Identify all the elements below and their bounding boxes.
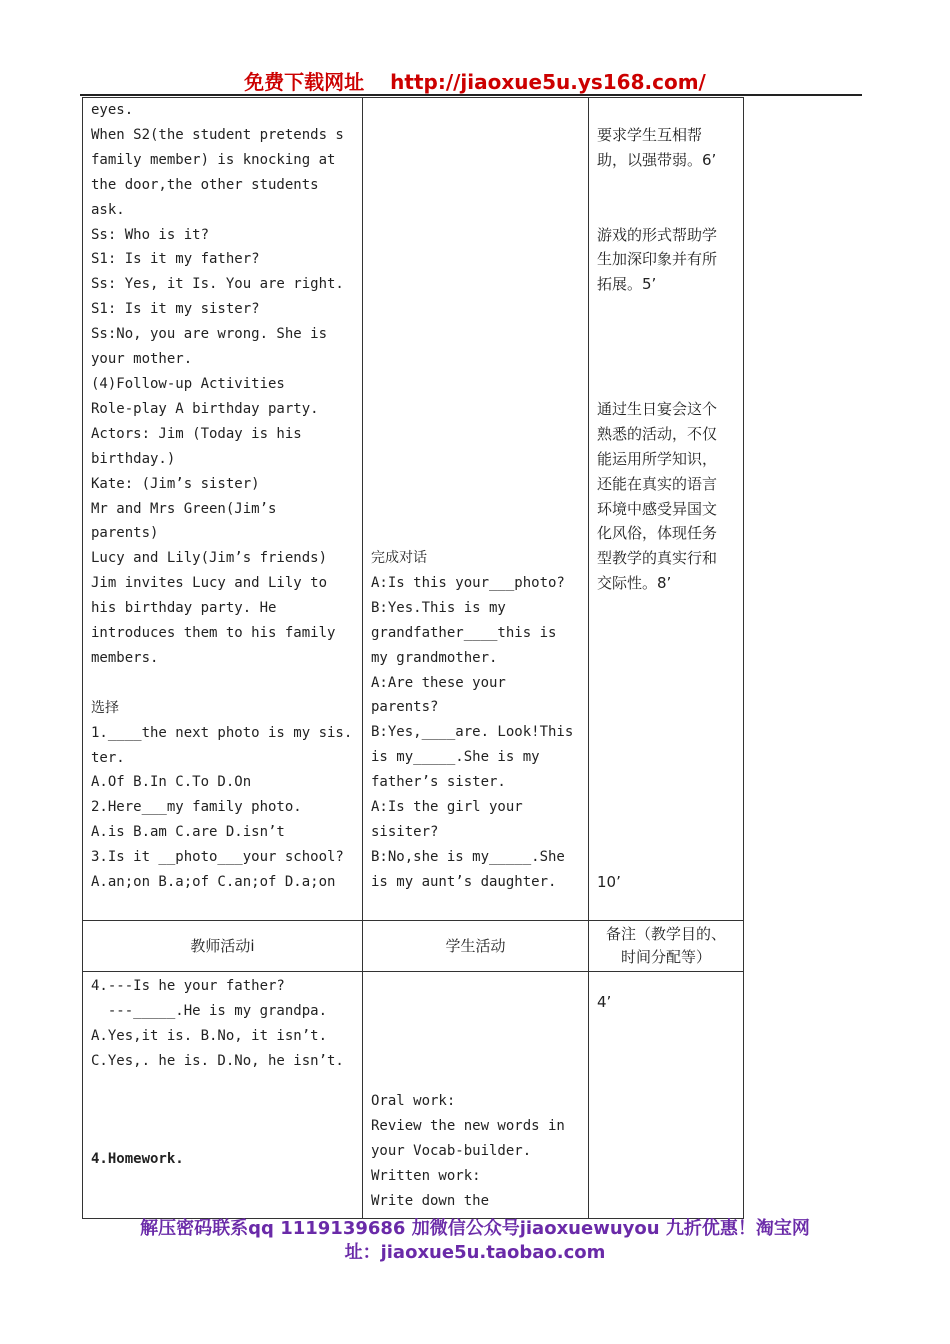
text-line: A:Are these your (371, 674, 506, 691)
teacher-activity-cell (83, 98, 363, 921)
text-line: your mother. (91, 351, 193, 368)
text-line: is my_____.She is my (371, 749, 540, 766)
text-line: B:Yes,____are. Look!This (371, 724, 574, 741)
notes-text (589, 98, 743, 895)
text-line: B:No,she is my_____.She (371, 848, 565, 865)
text-line: 1.____the next photo is my sis. (91, 724, 353, 741)
text-line (597, 347, 735, 372)
text-line: father’s sister. (371, 774, 506, 791)
text-line: A:Is this your___photo? (371, 574, 565, 591)
text-line (597, 173, 735, 198)
text-line: parents) (91, 525, 159, 542)
text-line (597, 721, 735, 746)
header-student: 学生活动 (445, 936, 506, 955)
text-line: Actors: Jim (Today is his (91, 425, 302, 442)
header-rule (80, 94, 862, 96)
text-line: 游戏的形式帮助学 (597, 225, 718, 244)
text-line: 生加深印象并有所 (597, 250, 718, 269)
text-line: ter. (91, 749, 125, 766)
text-line: Ss: Who is it? (91, 226, 210, 243)
text-line: Kate: (Jim’s sister) (91, 475, 260, 492)
text-line (597, 596, 735, 621)
text-line: 环境中感受异国文 (597, 499, 718, 518)
header-label: 免费下载网址 (244, 70, 365, 94)
text-line (597, 671, 735, 696)
lesson-table (82, 97, 744, 1219)
text-line (597, 696, 735, 721)
header-teacher: 教师活动i (190, 936, 255, 955)
page-footer (0, 1217, 950, 1265)
text-line: Review the new words in (371, 1117, 565, 1134)
text-line: Written work: (371, 1167, 481, 1184)
teacher-activity-text (83, 98, 362, 895)
text-line: 拓展。5’ (597, 275, 657, 294)
text-line: your Vocab-builder. (371, 1142, 532, 1159)
footer-line2: 址：jiaoxue5u.taobao.com (344, 1242, 606, 1263)
teacher-activity-cell-2 (83, 972, 363, 1219)
text-line (597, 621, 735, 646)
text-line (597, 297, 735, 322)
footer-line1: 解压密码联系qq 1119139686 加微信公众号jiaoxuewuyou 九折优惠！淘宝网 (140, 1218, 810, 1239)
text-line: ---_____.He is my grandpa. (91, 1002, 328, 1019)
header-notes-line2: 时间分配等） (620, 948, 711, 966)
text-line: Lucy and Lily(Jim’s friends) (91, 550, 328, 567)
text-line: When S2(the student pretends s (91, 126, 344, 143)
text-line: 2.Here___my family photo. (91, 799, 302, 816)
header-url[interactable]: http://jiaoxue5u.ys168.com/ (390, 70, 706, 94)
student-activity-text-2 (363, 972, 588, 1214)
text-line: is my aunt’s daughter. (371, 873, 557, 890)
header-teacher-cell (83, 921, 363, 972)
text-line: the door,the other students (91, 176, 319, 193)
text-line: S1: Is it my sister? (91, 301, 260, 318)
notes-cell (589, 98, 744, 921)
text-line: Oral work: (371, 1093, 456, 1109)
text-line: (4)Follow-up Activities (91, 375, 285, 392)
text-line: A.an;on B.a;of C.an;of D.a;on (91, 874, 336, 891)
text-line: 熟悉的活动，不仅 (597, 424, 718, 443)
text-line: A.is B.am C.are D.isn’t (91, 824, 285, 841)
text-line: 助，以强带弱。6’ (597, 150, 717, 169)
text-line: 选择 (91, 699, 119, 716)
table-header-row (83, 921, 744, 972)
page-header (0, 66, 950, 95)
text-line: C.Yes,. he is. D.No, he isn’t. (91, 1052, 344, 1069)
text-line: parents? (371, 699, 439, 716)
text-line: sisiter? (371, 823, 439, 840)
text-line: Ss: Yes, it Is. You are right. (91, 276, 344, 293)
header-notes-cell (589, 921, 744, 972)
text-line: Jim invites Lucy and Lily to (91, 575, 328, 592)
text-line: 能运用所学知识， (597, 449, 718, 468)
text-line: 还能在真实的语言 (597, 474, 718, 493)
text-line: 交际性。8’ (597, 574, 672, 593)
text-line: A:Is the girl your (371, 799, 523, 816)
table-row (83, 98, 744, 921)
text-line: Ss:No, you are wrong. She is (91, 326, 328, 343)
text-line: eyes. (91, 102, 134, 118)
text-line: Mr and Mrs Green(Jim’s (91, 500, 277, 517)
homework-label: 4.Homework. (91, 1150, 184, 1167)
text-line: A.Yes,it is. B.No, it isn’t. (91, 1027, 328, 1044)
text-line (597, 372, 735, 397)
text-line (597, 820, 735, 845)
text-line: family member) is knocking at (91, 151, 336, 168)
text-line: 要求学生互相帮 (597, 125, 703, 144)
text-line (91, 671, 354, 696)
text-line: Role-play A birthday party. (91, 400, 319, 417)
text-line: 完成对话 (371, 550, 427, 566)
text-line: ask. (91, 201, 125, 218)
text-line: 化风俗，体现任务 (597, 524, 718, 543)
text-line: 3.Is it __photo___your school? (91, 849, 344, 866)
student-activity-cell (363, 98, 589, 921)
text-line (597, 746, 735, 771)
text-line (597, 770, 735, 795)
text-line (597, 198, 735, 223)
text-line: 通过生日宴会这个 (597, 399, 718, 418)
text-line (597, 795, 735, 820)
text-line: B:Yes.This is my (371, 599, 506, 616)
text-line: 4.---Is he your father? (91, 978, 285, 994)
text-line: his birthday party. He (91, 600, 277, 617)
text-line (597, 646, 735, 671)
text-line: birthday.) (91, 450, 176, 467)
text-line (597, 322, 735, 347)
text-line: introduces them to his family (91, 625, 336, 642)
text-line: members. (91, 649, 159, 666)
text-line: 10’ (597, 873, 621, 892)
teacher-activity-text-2 (83, 972, 362, 1074)
text-line: Write down the (371, 1192, 490, 1209)
text-line: A.Of B.In C.To D.On (91, 774, 252, 791)
text-line: S1: Is it my father? (91, 251, 260, 268)
notes-cell-2 (589, 972, 744, 1219)
text-line: 型教学的真实行和 (597, 549, 718, 568)
student-activity-cell-2 (363, 972, 589, 1219)
text-line: grandfather____this is (371, 624, 557, 641)
table-row (83, 972, 744, 1219)
text-line (597, 845, 735, 870)
text-line: my grandmother. (371, 649, 498, 666)
header-notes-line1: 备注（教学目的、 (605, 925, 726, 943)
notes-time-2: 4’ (597, 993, 612, 1011)
text-line (597, 98, 735, 123)
student-activity-text (363, 98, 588, 895)
header-student-cell (363, 921, 589, 972)
